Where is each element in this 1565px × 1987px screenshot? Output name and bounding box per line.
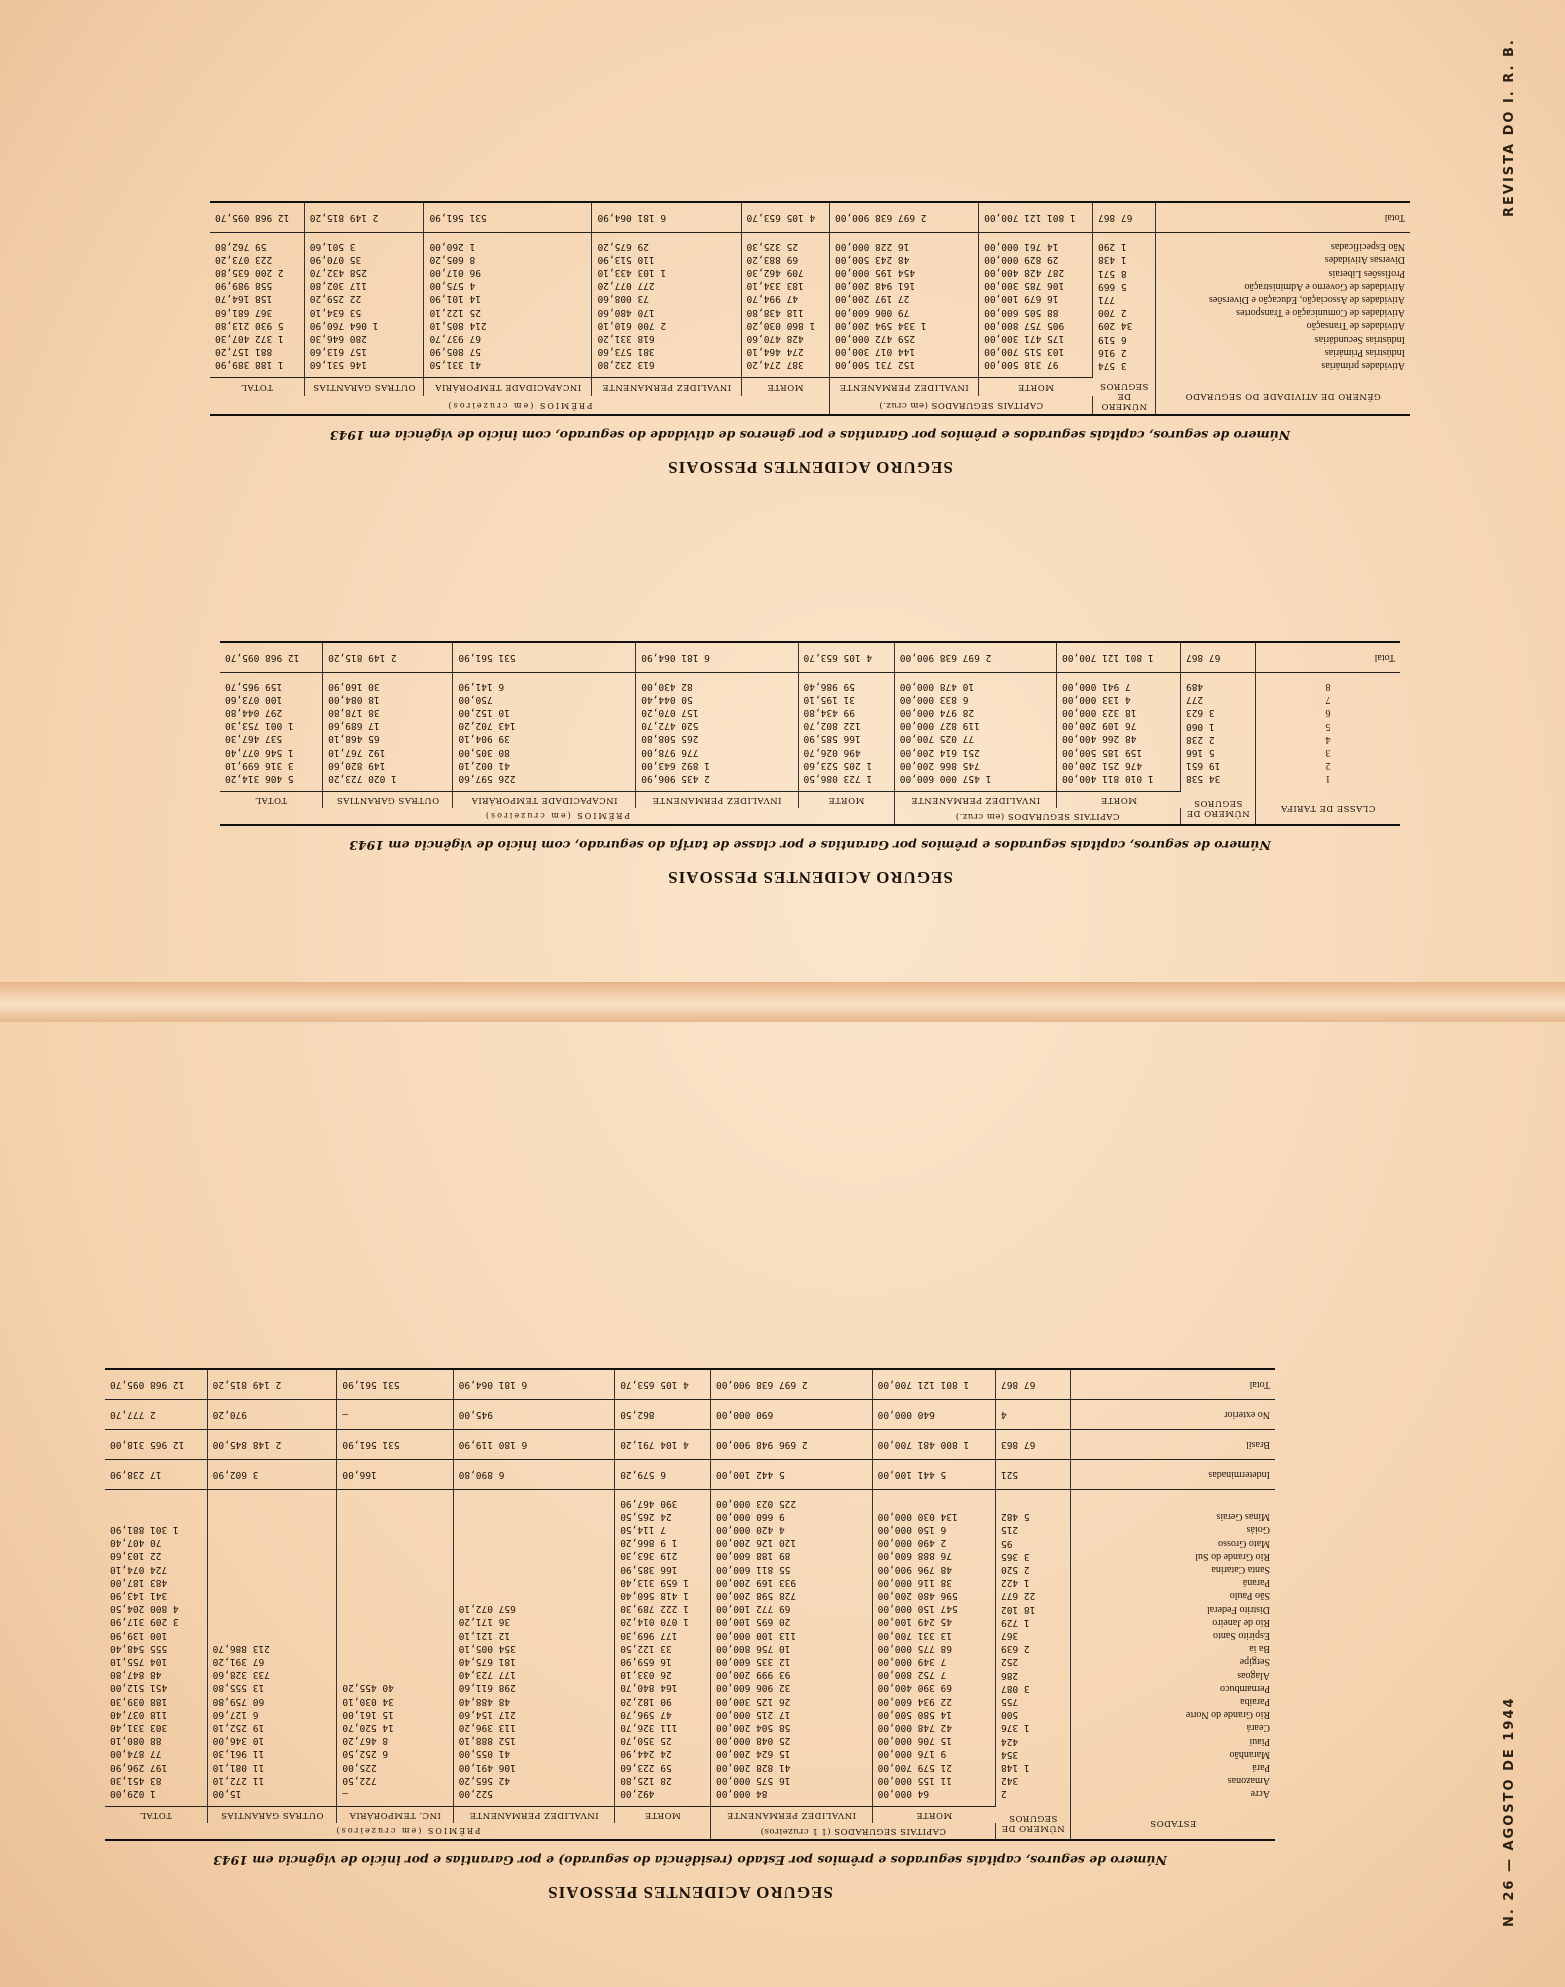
cell-numero: 3 574 2 916 6 519 34 209 2 700 771 5 669 8 571 1 438 1 290 (1093, 233, 1156, 378)
col-cap-invalidez: INVALIDEZ PERMANENTE (711, 1807, 873, 1824)
col-cap-morte: MORTE (979, 378, 1093, 396)
cell-pr-morte: 492,00 28 125,80 59 223,60 24 244,90 25 350,70 111 326,70 47 596,70 90 182,20 164 840,70 26 033,10 16 659,90 33 122,50 177 969,30 1 070 014,20 1 222 789,30 1 418 560,40 1 659 313,40 166 385,90 219 363,30 1 9 866,20 7 114,50 24 265,50 390 467,90 (615, 1490, 711, 1807)
col-capitais: CAPITAIS SEGURADOS (em cruz.) (894, 808, 1180, 825)
col-premios: PRÊMIOS (em cruzeiros) (220, 808, 894, 825)
cell-cap-morte: 1 010 811 400,00 476 251 200,00 159 185 500,00 48 266 400,00 76 109 200,00 18 323 000,00 4 133 000,00 7 941 000,00 (1057, 673, 1181, 792)
cell-cap-invalidez: 152 731 500,00 144 017 300,00 259 472 000,00 1 334 594 200,00 79 006 600,00 27 197 200,00 161 948 200,00 454 195 000,00 48 243 500,00 16 228 000,00 (830, 233, 979, 378)
table-estados-block (105, 1368, 1275, 1902)
col-pr-total: TOTAL (210, 378, 304, 396)
table-classe-title: SEGURO ACIDENTES PESSOAIS (667, 868, 953, 887)
cell-pr-incapacidade: 531 561,90 (424, 202, 592, 233)
cell-cap-invalidez: 1 457 000 600,00 745 866 200,00 251 614 200,00 77 025 700,00 119 827 000,00 28 974 000,00 6 833 000,00 10 478 000,00 (894, 673, 1056, 792)
col-cap-invalidez: INVALIDEZ PERMANENTE (830, 378, 979, 396)
cell-pr-invalidez: 6 181 064,90 (592, 202, 741, 233)
table-row (220, 673, 1400, 792)
cell-pr-morte: 862,50 (615, 1399, 711, 1429)
col-cap-invalidez: INVALIDEZ PERMANENTE (894, 792, 1056, 809)
cell-cap-morte: 1 800 481 700,00 (872, 1429, 995, 1459)
cell-numero: 67 867 (1093, 202, 1156, 233)
col-cap-morte: MORTE (1057, 792, 1181, 809)
col-premios: PRÊMIOS (em cruzeiros) (210, 396, 830, 415)
cell-numero: 67 867 (996, 1369, 1071, 1400)
cell-numero: 67 867 (1181, 642, 1256, 673)
row-labels: Atividades primárias Indústrias Primárias Indústrias Secundárias Atividades de Transação Atividades de Comunicação e Transportes Atividades de Associação, Educação e Diversões Atividades de Governo e Administração Profissões Liberais Diversas Atividades Não Especificadas (1208, 241, 1405, 371)
cell-cap-morte: 1 801 121 700,00 (872, 1369, 995, 1400)
row-label: Brasil (1071, 1429, 1276, 1459)
table-row-total (220, 642, 1400, 673)
row-label: Total (1156, 202, 1411, 233)
col-pr-invalidez: INVALIDEZ PERMANENTE (592, 378, 741, 396)
cell-cap-invalidez: 2 696 948 900,00 (711, 1429, 873, 1459)
cell-pr-morte: 387 274,20 274 464,10 428 470,60 1 860 030,20 118 438,80 47 994,70 183 334,10 709 462,30 69 883,20 25 325,30 (741, 233, 829, 378)
col-pr-morte: MORTE (798, 792, 894, 809)
col-pr-invalidez: INVALIDEZ PERMANENTE (636, 792, 798, 809)
col-pr-total: TOTAL (220, 792, 323, 809)
table-row-indeterminadas (105, 1460, 1275, 1490)
col-pr-total: TOTAL (105, 1807, 207, 1824)
table-atividade-block (210, 201, 1410, 477)
cell-pr-outras: 2 149 815,20 (207, 1369, 337, 1400)
table-row (105, 1490, 1275, 1807)
cell-pr-incapacidade: 531 561,90 (453, 642, 636, 673)
cell-pr-total: 12 968 095,70 (220, 642, 323, 673)
cell-cap-morte: 1 801 121 700,00 (1057, 642, 1181, 673)
col-classe: CLASSE DE TARIFA (1280, 802, 1376, 813)
table-row-total (105, 1369, 1275, 1400)
cell-pr-morte: 6 579,20 (615, 1460, 711, 1490)
table-row (210, 233, 1410, 378)
col-atividade: GÊNERO DE ATIVIDADE DO SEGURADO (1185, 391, 1381, 401)
cell-pr-outras: 146 531,60 157 613,60 280 646,30 1 064 760,90 53 634,10 22 259,20 117 302,80 258 432,70 35 070,90 3 501,60 (304, 233, 424, 378)
cell-numero: 67 863 (996, 1429, 1071, 1459)
cell-pr-invalidez: 6 181 064,90 (636, 642, 798, 673)
cell-pr-total: 2 777,70 (105, 1399, 207, 1429)
cell-pr-invalidez: 613 232,80 381 573,60 618 331,20 2 700 610,10 170 480,60 73 008,60 277 077,20 1 103 433,10 110 513,90 29 675,20 (592, 233, 741, 378)
col-pr-outras: OUTRAS GARANTIAS (207, 1807, 337, 1824)
cell-cap-morte: 1 801 121 700,00 (979, 202, 1093, 233)
cell-numero: 34 538 19 651 5 166 2 238 1 060 3 623 277 489 (1181, 673, 1256, 792)
cell-pr-incapacidade: 531 561,90 (337, 1369, 453, 1400)
cell-pr-morte: 4 105 653,70 (741, 202, 829, 233)
cell-pr-incapacidade: 166,00 (337, 1460, 453, 1490)
row-label: Indeterminadas (1071, 1460, 1276, 1490)
row-label: Total (1256, 642, 1401, 673)
cell-pr-morte: 4 105 653,70 (798, 642, 894, 673)
issue-line: N. 26 — AGOSTO DE 1944 (1502, 1696, 1517, 1927)
cell-pr-morte: 4 105 653,70 (615, 1369, 711, 1400)
cell-pr-total: 12 965 318,00 (105, 1429, 207, 1459)
cell-pr-invalidez: 6 181 064,90 (453, 1369, 615, 1400)
cell-pr-outras: 2 149 815,20 (323, 642, 453, 673)
cell-pr-invalidez: 6 180 119,90 (453, 1429, 615, 1459)
table-row-exterior (105, 1399, 1275, 1429)
cell-numero: 521 (996, 1460, 1071, 1490)
table-estados (105, 1368, 1275, 1841)
cell-pr-total: 17 238,90 (105, 1460, 207, 1490)
col-pr-morte: MORTE (741, 378, 829, 396)
table-classe-block (220, 641, 1400, 887)
cell-numero: 2 342 1 148 354 424 1 376 500 755 3 087 286 252 2 639 367 1 729 18 102 22 677 1 422 2 520 3 365 95 215 5 482 (996, 1490, 1071, 1807)
cell-pr-outras: 2 149 815,20 (304, 202, 424, 233)
col-pr-incapacidade: INCAPACIDADE TEMPORÁRIA (424, 378, 592, 396)
cell-cap-invalidez: 5 442 100,00 (711, 1460, 873, 1490)
table-classe-subtitle: Número de seguros, capitais segurados e prêmios por Garantias e por classe de tarifa do segurado, com início de vigência em 1943 (349, 838, 1271, 853)
cell-pr-incapacidade: 531 561,90 (337, 1429, 453, 1459)
cell-pr-outras: 970,20 (207, 1399, 337, 1429)
col-cap-morte: MORTE (872, 1807, 995, 1824)
row-labels: 1 2 3 4 5 6 7 8 (1325, 681, 1331, 785)
col-numero: NÚMERO DE SEGUROS (1093, 378, 1156, 415)
table-estados-title: SEGURO ACIDENTES PESSOAIS (547, 1883, 833, 1902)
book-spine (0, 982, 1565, 1022)
cell-cap-invalidez: 2 697 638 900,00 (830, 202, 979, 233)
table-row-total (210, 202, 1410, 233)
col-pr-outras: OUTRAS GARANTIAS (304, 378, 424, 396)
col-capitais: CAPITAIS SEGURADOS (em cruz.) (830, 396, 1093, 415)
col-pr-invalidez: INVALIDEZ PERMANENTE (453, 1807, 615, 1824)
cell-pr-invalidez: 6 890,80 (453, 1460, 615, 1490)
cell-pr-invalidez: 522,00 42 565,20 106 491,00 41 055,00 152 888,10 113 396,20 217 154,60 48 488,40 298 611,60 177 723,40 181 675,40 354 005,10 12 121,10 36 171,20 657 072,10 (453, 1490, 615, 1807)
col-pr-incapacidade: INC. TEMPORÁRIA (337, 1807, 453, 1824)
cell-pr-invalidez: 2 435 906,90 1 892 643,00 776 978,00 265 508,80 520 472,70 157 070,20 50 044,40 82 430,00 (636, 673, 798, 792)
running-head (1479, 0, 1539, 1987)
cell-cap-invalidez: 2 697 638 900,00 (894, 642, 1056, 673)
cell-pr-total: 12 968 095,70 (105, 1369, 207, 1400)
cell-pr-morte: 1 723 086,50 1 205 523,60 496 026,70 166 585,90 122 802,70 99 434,80 31 195,10 59 986,40 (798, 673, 894, 792)
cell-pr-total: 1 188 389,90 881 157,20 1 372 407,30 5 930 213,80 367 681,60 158 164,70 558 989,90 2 200 635,80 223 073,20 59 762,80 (210, 233, 304, 378)
row-labels: Acre Amazonas Pará Maranhão Piauí Ceará Rio Grande do Norte Paraíba Pernambuco Alagoas Sergipe Ba ia Espírito Santo Rio de Janeiro Distrito Federal São Paulo Paraná Santa Catarina Rio Grande do Sul Mato Grosso Goiás Minas Gerais (1185, 1511, 1270, 1800)
cell-pr-invalidez: 945,00 (453, 1399, 615, 1429)
cell-pr-incapacidade: 41 331,50 57 805,90 67 937,70 214 805,10 25 122,10 14 101,90 4 575,00 96 017,00 8 605,20 1 260,00 (424, 233, 592, 378)
cell-cap-invalidez: 690 000,00 (711, 1399, 873, 1429)
cell-pr-total: 1 029,00 83 451,30 197 296,90 77 874,00 88 080,10 303 331,40 118 037,40 188 039,30 451 512,00 48 847,80 104 755,10 555 548,40 100 139,90 3 209 317,90 4 800 204,50 341 143,90 483 187,00 724 074,10 22 103,60 70 407,40 1 301 881,90 (105, 1490, 207, 1807)
cell-pr-outras: 2 148 845,00 (207, 1429, 337, 1459)
cell-pr-morte: 4 104 791,20 (615, 1429, 711, 1459)
table-atividade (210, 201, 1410, 416)
cell-pr-incapacidade: — (337, 1399, 453, 1429)
cell-pr-incapacidade: — 722,50 225,00 6 252,50 8 467,20 14 520,70 15 161,00 34 030,10 40 455,20 (337, 1490, 453, 1807)
row-label: No exterior (1071, 1399, 1276, 1429)
cell-pr-outras: 3 602,90 (207, 1460, 337, 1490)
col-numero: NÚMERO DE SEGUROS (1181, 792, 1256, 826)
cell-cap-morte: 97 318 500,00 103 515 700,00 175 471 300,00 905 757 800,00 88 505 600,00 16 679 100,00 106 785 300,00 287 428 400,00 29 829 000,00 14 761 000,00 (979, 233, 1093, 378)
col-estados: ESTADOS (1149, 1817, 1197, 1828)
col-pr-outras: OUTRAS GARANTIAS (323, 792, 453, 809)
table-atividade-title: SEGURO ACIDENTES PESSOAIS (667, 458, 953, 477)
table-atividade-subtitle: Número de seguros, capitais segurados e prêmios por Garantias e por gêneros de atividade do segurado, com início de vigência em 1943 (329, 428, 1291, 443)
cell-pr-total: 12 968 095,70 (210, 202, 304, 233)
table-row-brasil (105, 1429, 1275, 1459)
cell-pr-outras: 15,00 11 272,10 11 081,10 11 961,30 10 346,00 19 252,10 6 127,60 60 759,80 13 555,80 733 328,60 67 391,20 213 886,70 (207, 1490, 337, 1807)
cell-cap-morte: 5 441 100,00 (872, 1460, 995, 1490)
col-pr-incapacidade: INCAPACIDADE TEMPORÁRIA (453, 792, 636, 809)
row-label: Total (1071, 1369, 1276, 1400)
journal-name: REVISTA DO I. R. B. (1502, 38, 1517, 217)
cell-cap-invalidez: 2 697 638 900,00 (711, 1369, 873, 1400)
table-estados-subtitle: Número de seguros, capitais segurados e prêmios por Estado (residência do segurado) e por Garantias e por início de vigência em 1943 (213, 1853, 1167, 1868)
col-capitais: CAPITAIS SEGURADOS (1 1 cruzeiros) (711, 1823, 996, 1840)
cell-cap-morte: 640 000,00 (872, 1399, 995, 1429)
table-classe (220, 641, 1400, 826)
cell-numero: 4 (996, 1399, 1071, 1429)
cell-pr-incapacidade: 226 597,60 41 002,10 80 305,00 39 904,10 143 702,20 10 152,00 750,00 6 141,90 (453, 673, 636, 792)
col-premios: PRÊMIOS (em cruzeiros) (105, 1823, 711, 1840)
cell-cap-invalidez: 84 000,00 16 575 000,00 41 828 200,00 15 624 200,00 25 048 000,00 58 504 200,00 17 215 000,00 26 125 300,00 32 906 600,00 93 999 200,00 12 335 600,00 10 756 800,00 113 100 000,00 20 695 100,00 69 772 100,00 728 598 200,00 933 169 200,00 55 811 600,00 89 188 600,00 120 126 200,00 4 420 000,00 9 660 000,00 225 023 000,00 (711, 1490, 873, 1807)
cell-pr-outras: 1 020 723,20 149 820,60 192 767,10 65 468,10 17 689,60 38 178,80 18 084,00 30 160,90 (323, 673, 453, 792)
col-pr-morte: MORTE (615, 1807, 711, 1824)
cell-cap-morte: 64 000,00 11 155 000,00 21 579 700,00 9 176 000,00 15 706 000,00 42 748 000,00 14 580 500,00 22 934 600,00 69 390 400,00 7 752 800,00 7 349 000,00 68 775 000,00 13 331 700,00 45 249 100,00 547 150 000,00 596 480 200,00 38 116 000,00 48 796 900,00 76 888 600,00 2 490 000,00 6 150 000,00 134 030 000,00 (872, 1490, 995, 1807)
col-numero: NÚMERO DE SEGUROS (996, 1807, 1071, 1841)
cell-pr-total: 5 406 314,20 3 316 699,10 1 546 077,40 537 467,30 1 001 753,30 297 044,80 100 073,60 159 965,70 (220, 673, 323, 792)
